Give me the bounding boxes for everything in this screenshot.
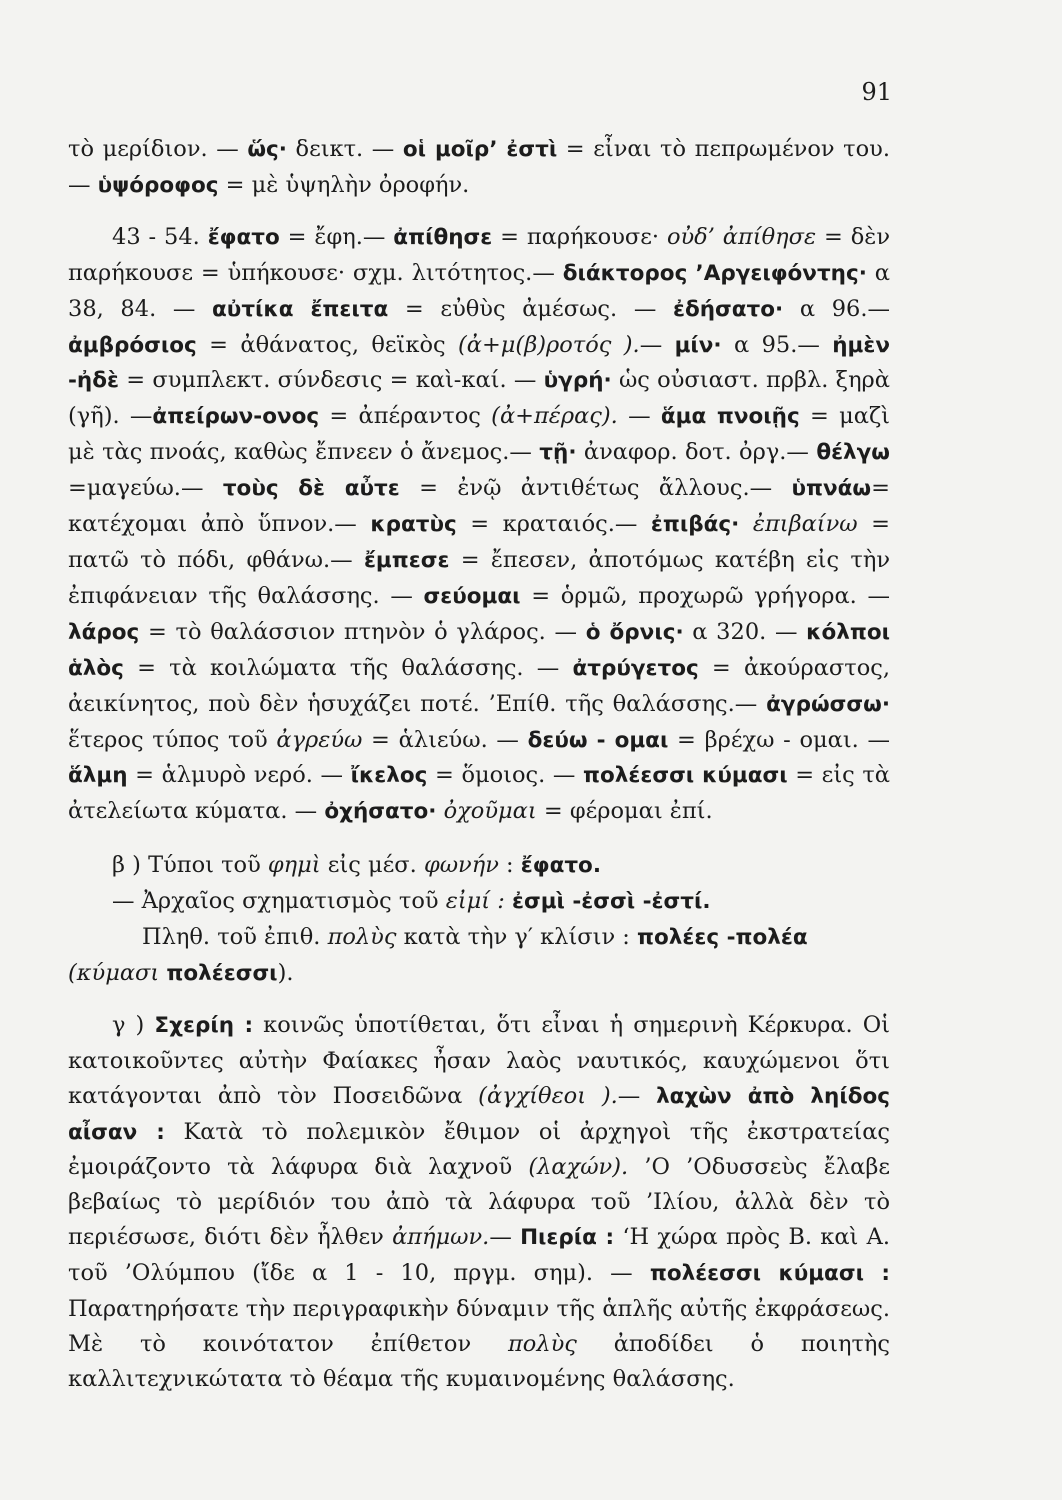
section-b-line-2 [68, 884, 890, 920]
italic-term: ἀπήμων. [392, 1224, 490, 1251]
text-run: Πληθ. τοῦ ἐπιθ. [142, 924, 328, 951]
text-run: = φέρομαι ἐπί. [536, 798, 713, 825]
text-run: — [617, 403, 661, 430]
text-run: = ὅμοιος. — [427, 762, 583, 789]
bold-term: πολέεσσι [166, 960, 278, 986]
paragraph-glosses-43-54 [68, 220, 890, 830]
bold-term: δεύω - ομαι [527, 727, 669, 753]
text-run: = παρήκουσε· [492, 223, 667, 250]
text-run: = βρέχω - ομαι. — [668, 726, 890, 753]
text-run: = ἁλμυρὸ νερό. — [127, 762, 351, 789]
text-run: ἀναφορ. δοτ. ὀργ.— [576, 439, 817, 466]
italic-term: (κύμασι [68, 959, 160, 986]
section-b-line-3 [68, 920, 890, 992]
text-run: = συμπλεκτ. σύνδεσις = καὶ-καί. — [118, 367, 544, 394]
text-run: — [617, 1082, 657, 1109]
page-number: 91 [861, 78, 892, 106]
text-run: δεικτ. — [286, 136, 403, 162]
text-run: : [498, 852, 521, 879]
bold-term: ἀμβρόσιος [68, 332, 197, 358]
text-run: ). [277, 959, 294, 986]
bold-term: ἅλμη [68, 763, 128, 789]
bold-term: Σχερίη : [154, 1012, 254, 1038]
text-run: τὸ μερίδιον. — [68, 136, 248, 162]
italic-term: εἰμί : [445, 888, 505, 915]
italic-term: (ἀ+πέρας). [491, 403, 618, 430]
italic-term: φωνήν [423, 852, 499, 879]
text-run: ἕτερος τύπος τοῦ [68, 726, 277, 753]
bold-term: Πιερία : [520, 1225, 615, 1251]
italic-term: ὀχοῦμαι [443, 798, 537, 825]
section-b [68, 848, 890, 992]
bold-term: θέλγω [816, 440, 890, 466]
bold-term: ἀπίθησε [393, 224, 493, 250]
bold-term: ὑγρή· [543, 368, 612, 394]
text-run: = τὸ θαλάσσιον πτηνὸν ὁ γλάρος. — [139, 618, 586, 645]
text-run: α 96.— [783, 295, 890, 322]
italic-term: φημὶ [267, 852, 321, 879]
text-run: = ἐνῷ ἀντιθέτως ἄλλους.— [399, 475, 792, 502]
paragraph-glosses-intro [68, 132, 890, 204]
italic-term: πολὺς [327, 924, 397, 951]
text-run: = ἁλιεύω. — [362, 726, 528, 753]
bold-term: κρατὺς [370, 512, 457, 538]
text-run: = δὲν παρήκουσε = ὑπήκουσε· σχμ. λιτότητος.— [68, 223, 890, 286]
text-run: γ ) [112, 1011, 155, 1038]
bold-term: λάρος [68, 619, 140, 645]
text-run: α 320. — [683, 618, 807, 645]
text-run: = κραταιός.— [456, 511, 651, 538]
bold-term: ἔμπεσε [363, 547, 450, 573]
bold-term: ἅμα πνοιῇς [660, 404, 800, 430]
bold-term: ἐπιβάς· [650, 512, 740, 538]
text-run: — Ἀρχαῖος σχηματισμὸς τοῦ [112, 888, 446, 915]
text-run: = ὁρμῶ, προχωρῶ γρήγορα. — [520, 582, 890, 609]
text-run: 43 - 54. [112, 223, 208, 250]
bold-term: σεύομαι [423, 583, 521, 609]
text-run [436, 798, 443, 824]
bold-term: πολέεσσι κύμασι [583, 763, 788, 789]
text-body [68, 132, 890, 1397]
bold-term: ἀπείρων-ονος [152, 404, 320, 430]
text-run: ἀποδίδει ὁ ποιητὴς καλλιτεχνικώτατα τὸ θέαμα τῆς κυμαινομένης θαλάσσης. [68, 1331, 890, 1392]
bold-term: τοὺς δὲ αὖτε [222, 476, 400, 502]
text-run: κοινῶς ὑποτίθεται, ὅτι εἶναι ἡ σημερινὴ Κέρκυρα. Οἱ κατοικοῦντες αὐτὴν Φαίακες ἦσαν λαὸς ναυτικός, καυχώμενοι ὅτι κατάγονται ἀπὸ τὸν Ποσειδῶνα [68, 1011, 891, 1109]
bold-term: ἀτρύγετος [572, 655, 699, 681]
text-run: = ἀπέραντος [319, 403, 492, 430]
italic-term: ἐπιβαίνω [752, 511, 858, 538]
text-run: β ) Τύποι τοῦ [112, 852, 268, 879]
italic-term: (λαχών). [528, 1154, 629, 1181]
bold-term: πολέες -πολέα [637, 925, 808, 951]
bold-term: πολέεσσι κύμασι : [649, 1261, 890, 1287]
bold-term: ἠμὲν -ἠδὲ [68, 332, 890, 394]
bold-term: ἔφατο. [520, 853, 601, 879]
text-run: εἰς μέσ. [320, 852, 424, 879]
bold-term: ἴκελος [350, 763, 428, 789]
italic-term: (ἀγχίθεοι ). [478, 1082, 618, 1109]
italic-term: πολὺς [507, 1331, 577, 1357]
text-run: = ἀκούραστος, ἀεικίνητος, ποὺ δὲν ἡσυχάζει ποτέ. ’Επίθ. τῆς θαλάσσης.— [68, 654, 890, 717]
bold-term: λαχὼν ἀπὸ ληίδος αἶσαν : [68, 1083, 891, 1145]
text-run: — [639, 331, 675, 358]
bold-term: ὀχήσατο· [324, 799, 437, 825]
bold-term: ὥς· [247, 137, 287, 162]
text-run: =μαγεύω.— [68, 475, 223, 502]
bold-term: κόλποι ἁλὸς [68, 619, 890, 681]
bold-term: ὁ ὄρνις· [585, 619, 684, 645]
text-run: — [489, 1224, 521, 1251]
text-run: = μαζὶ μὲ τὰς πνοάς, καθὼς ἔπνεεν ὁ ἄνεμος.— [68, 403, 890, 466]
text-run: Παρατηρήσατε τὴν περιγραφικὴν δύναμιν τῆς ἁπλῆς αὐτῆς ἐκφράσεως. Μὲ τὸ κοινότατον ἐπίθετον [68, 1296, 890, 1357]
italic-term: οὐδ’ ἀπίθησε [666, 223, 817, 250]
bold-term: ἐσμὶ -ἐσσὶ -ἐστί. [511, 889, 711, 915]
text-run: = τὰ κοιλώματα τῆς θαλάσσης. — [123, 654, 573, 681]
text-run: ’Ο ’Οδυσσεὺς ἔλαβε βεβαίως τὸ μερίδιόν του ἀπὸ τὰ λάφυρα τοῦ ’Ιλίου, ἀλλὰ δὲν τὸ περιέσωσε, διότι δὲν ἦλθεν [68, 1154, 890, 1251]
text-run [739, 511, 753, 537]
bold-term: τῇ· [539, 440, 577, 466]
bold-term: ἐδήσατο· [672, 296, 784, 322]
text-run: = εὐθὺς ἀμέσως. — [388, 295, 673, 322]
text-run: = ἔπεσεν, ἀποτόμως κατέβη εἰς τὴν ἐπιφάνειαν τῆς θαλάσσης. — [68, 546, 890, 609]
bold-term: ὑψόροφος [97, 172, 219, 198]
bold-term: ἀγρώσσω· [766, 691, 890, 717]
bold-term: οἱ μοῖρ’ ἐστὶ [402, 137, 558, 162]
text-run: = εἰς τὰ ἀτελείωτα κύματα. — [68, 762, 890, 825]
bold-term: ἔφατο [207, 224, 280, 250]
text-run: α 38, 84. — [68, 259, 890, 322]
text-run: = ἔφη.— [279, 223, 394, 250]
bold-term: διάκτορος ’Αργειφόντης· [562, 260, 867, 286]
text-run: κατὰ τὴν γ′ κλίσιν : [396, 924, 638, 951]
text-run: ‘Η χώρα πρὸς Β. καὶ Α. τοῦ ’Ολύμπου (ἴδε α 1 - 10, πργμ. σημ). — [68, 1224, 890, 1287]
bold-term: ὑπνάω [791, 476, 872, 502]
text-run: = ἀθάνατος, θεϊκὸς [196, 331, 458, 358]
text-run: Κατὰ τὸ πολεμικὸν ἔθιμον οἱ ἀρχηγοὶ τῆς ἐκστρατείας ἐμοιράζοντο τὰ λάφυρα διὰ λαχνοῦ [68, 1118, 890, 1181]
text-run: α 95.— [721, 331, 833, 358]
italic-term: ἀγρεύω [276, 726, 363, 753]
text-run: = πατῶ τὸ πόδι, φθάνω.— [68, 511, 891, 573]
section-c [68, 1008, 890, 1397]
bold-term: αὐτίκα ἔπειτα [212, 296, 389, 322]
text-run: = εἶναι τὸ πεπρωμένον του.— [68, 136, 890, 198]
text-run: ὡς οὐσιαστ. πρβλ. ξηρὰ (γῆ). — [68, 367, 890, 430]
bold-term: μίν· [674, 332, 722, 358]
italic-term: (ἀ+μ(β)ροτός ). [457, 331, 640, 358]
text-run [505, 888, 512, 914]
section-b-line-1 [68, 848, 890, 884]
text-run: = μὲ ὑψηλὴν ὀροφήν. [218, 171, 470, 198]
text-run: = κατέχομαι ἀπὸ ὕπνον.— [68, 475, 890, 538]
